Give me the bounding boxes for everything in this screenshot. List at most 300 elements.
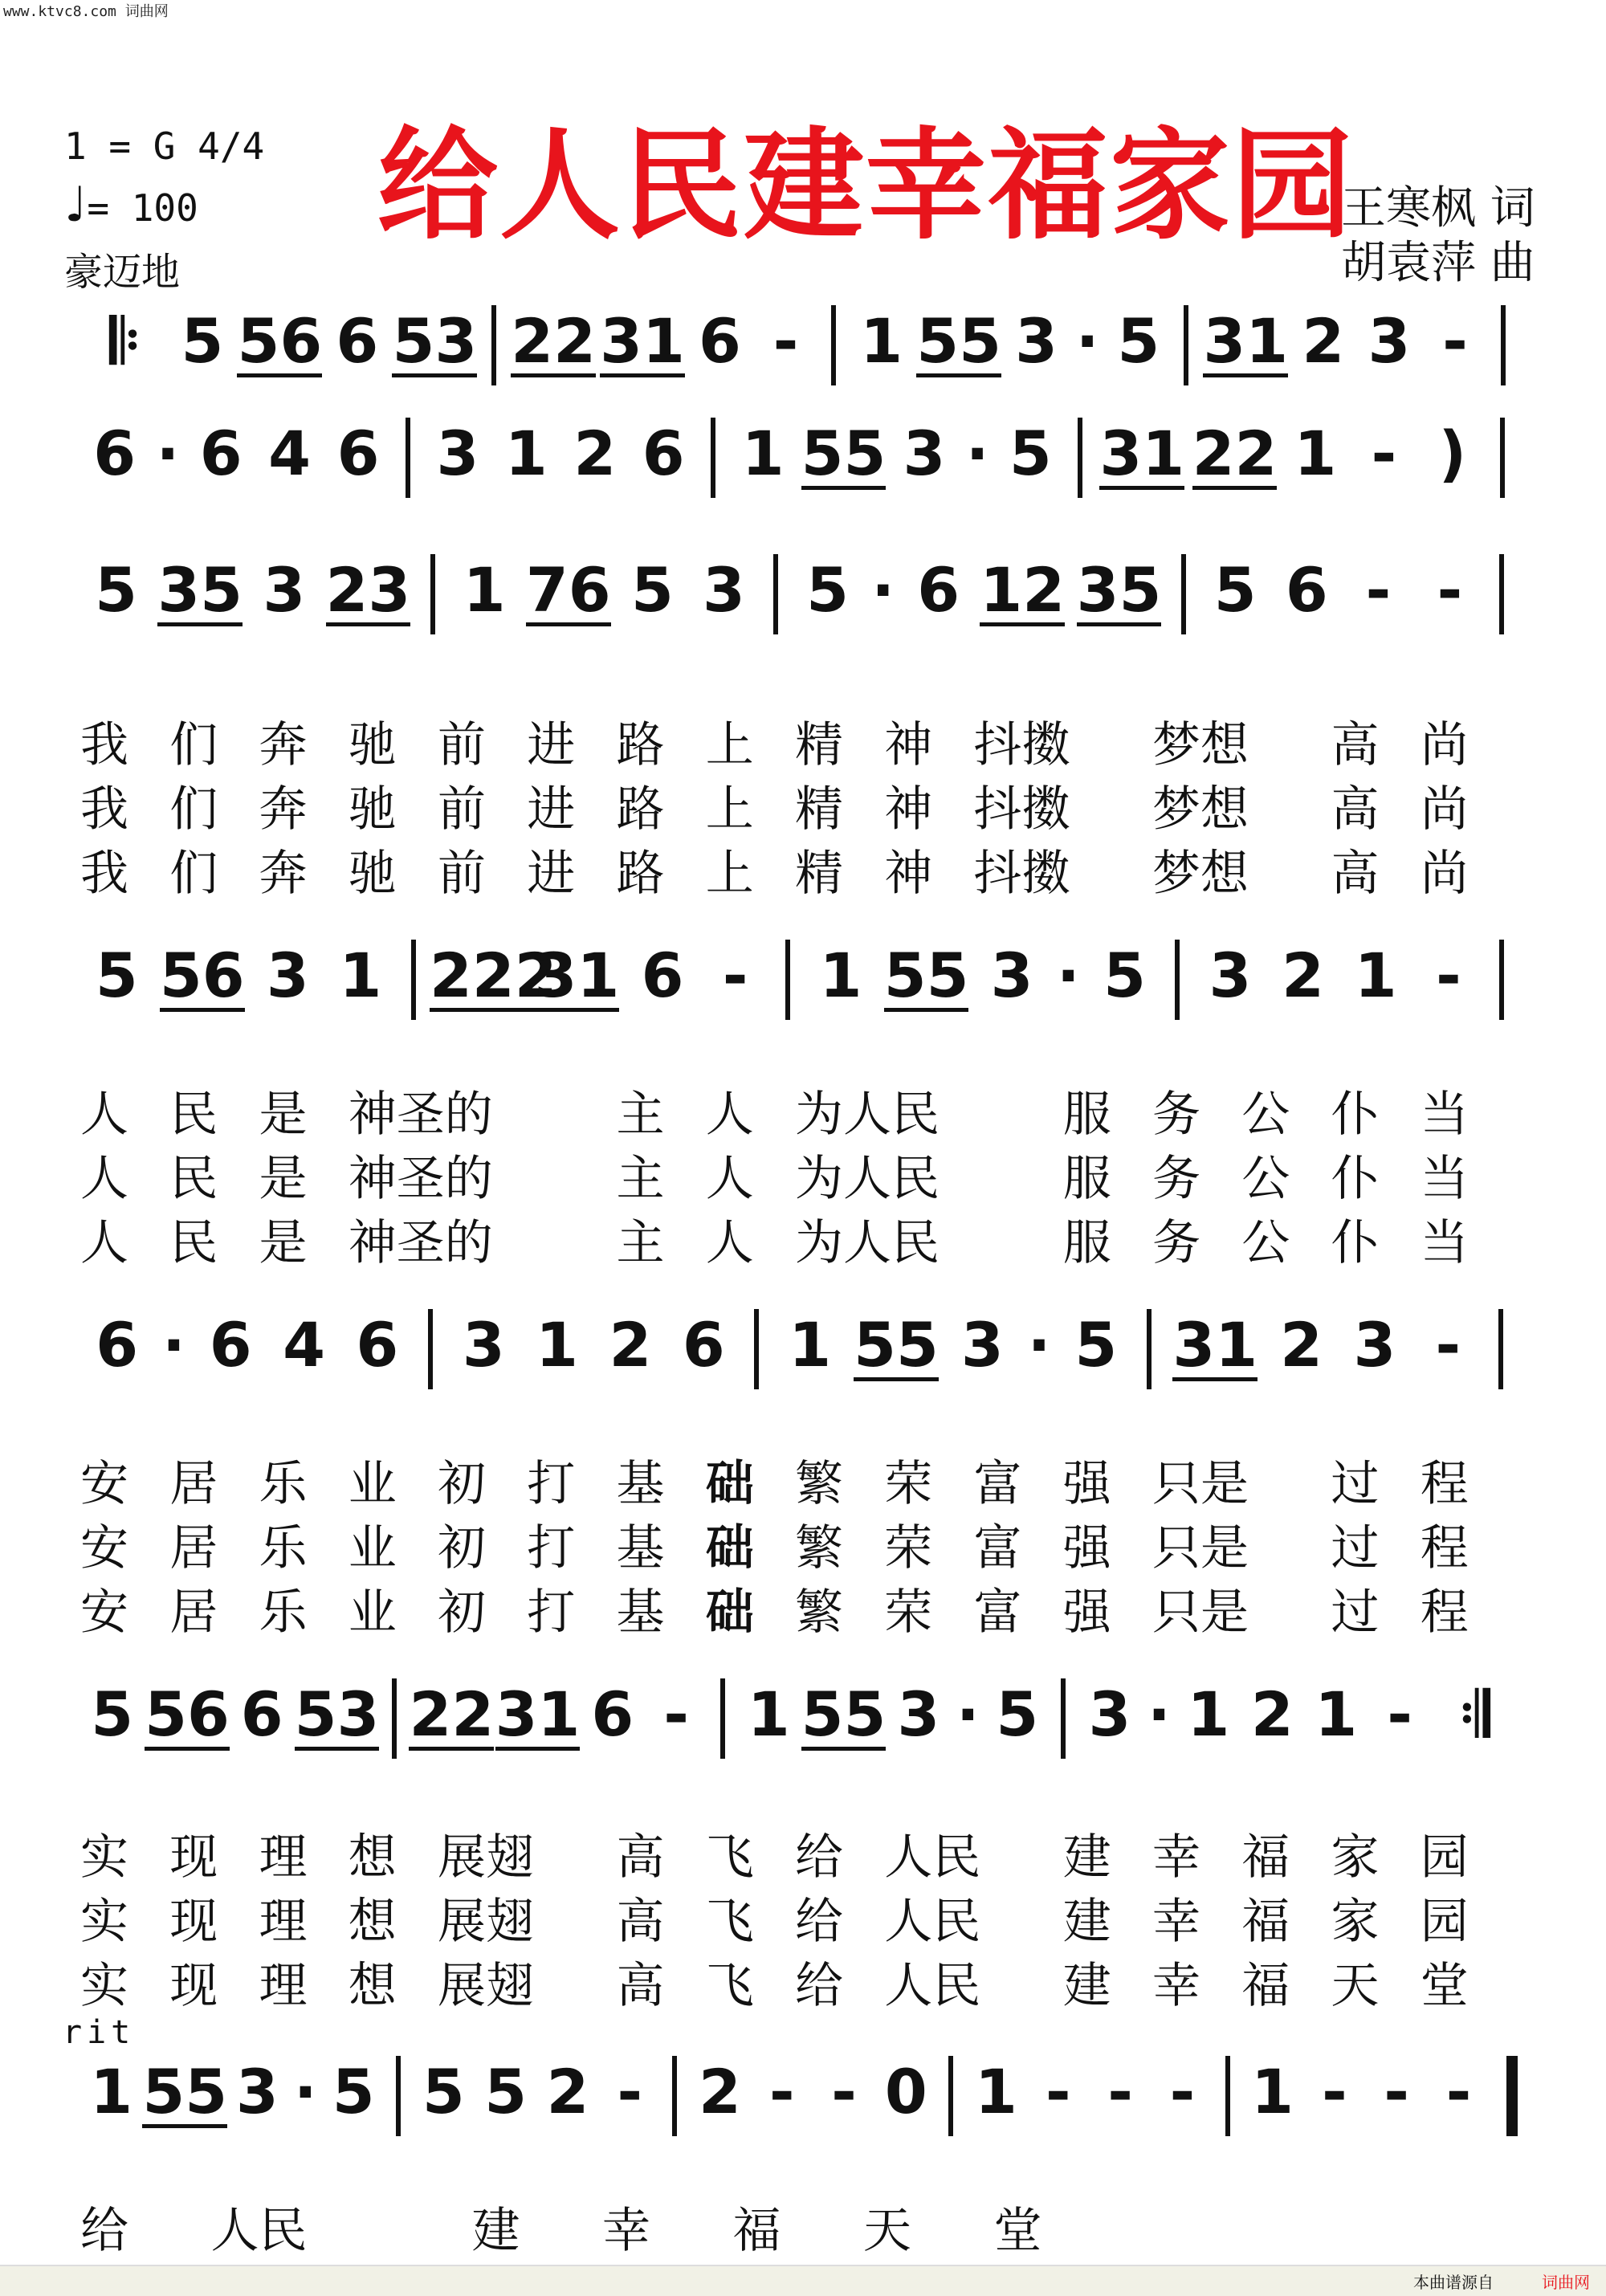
note-text: 5 [1074, 1309, 1118, 1380]
barline [672, 2056, 677, 2136]
lyric-syllable: 展翅 [438, 1894, 534, 1950]
lyric-syllable: 幸 [1152, 1958, 1200, 2014]
lyric-syllable: 幸 [1152, 1829, 1200, 1886]
lyric-syllable: 梦想 [1152, 781, 1249, 838]
lyric-syllable: 富 [973, 1456, 1022, 1512]
lyric-syllable: 我 [80, 717, 128, 773]
note-token [1428, 2056, 1490, 2136]
note-token [753, 305, 819, 385]
note-token [324, 940, 397, 1020]
lyric-syllable: 仆 [1331, 1151, 1380, 1207]
note-text: 𝄆 [109, 305, 140, 377]
note-token [80, 418, 149, 498]
lyric-syllable: 主 [616, 1151, 665, 1207]
lyric-syllable: 建 [1062, 1829, 1111, 1886]
note-token [1096, 418, 1188, 498]
note-token [951, 1678, 986, 1759]
note-token [617, 554, 688, 634]
lyric-syllable: 只是 [1152, 1456, 1249, 1512]
note-token [1414, 554, 1486, 634]
note-token [976, 940, 1049, 1020]
note-token [1201, 305, 1290, 385]
lyric-syllable: 是 [259, 1087, 308, 1143]
note-token [1241, 2056, 1303, 2136]
lyric-syllable: 们 [169, 846, 218, 902]
note-text: 6 [93, 418, 137, 489]
note-text: 3 [436, 418, 479, 489]
lyric-syllable: 只是 [1152, 1584, 1249, 1641]
lyric-syllable: 进 [527, 781, 576, 838]
lyric-syllable: 服 [1062, 1151, 1111, 1207]
lyric-syllable: 只是 [1152, 1520, 1249, 1576]
note-token [1194, 940, 1267, 1020]
lyric-syllable: 基 [616, 1584, 665, 1641]
note-token [699, 940, 772, 1020]
lyric-syllable: 程 [1420, 1584, 1469, 1641]
lyric-syllable: 人 [80, 1087, 128, 1143]
note-token [1188, 418, 1281, 498]
lyric-syllable: 务 [1152, 1087, 1200, 1143]
note-token [887, 1678, 950, 1759]
lyric-syllable: 给 [80, 2203, 128, 2259]
note-text: 4 [268, 418, 312, 489]
note-token [805, 940, 878, 1020]
note-token [801, 1678, 887, 1759]
note-text: 6 [641, 940, 684, 1011]
note-text: - [1107, 2056, 1133, 2127]
note-token [1432, 1678, 1518, 1759]
lyric-syllable: 精 [795, 781, 843, 838]
note-text: 5 [1009, 418, 1052, 489]
note-text: 𝄇 [1459, 1678, 1490, 1750]
lyric-syllable: 给 [795, 1958, 843, 2014]
lyric-syllable: 幸 [602, 2203, 650, 2259]
note-token [1176, 1678, 1240, 1759]
note-token [390, 305, 479, 385]
note-text: 5 [996, 1678, 1039, 1750]
note-token [1422, 305, 1488, 385]
note-text: 1 [860, 305, 903, 377]
lyric-syllable: 理 [259, 1894, 308, 1950]
lyric-syllable: 基 [616, 1456, 665, 1512]
note-text: ) [1438, 418, 1467, 489]
note-text: · [1056, 940, 1080, 1011]
site-header: www.ktvc8.com 词曲网 [3, 3, 169, 20]
lyric-syllable: 强 [1062, 1520, 1111, 1576]
note-text: 3 [263, 554, 306, 626]
song-title: 给人民建幸福家园 [377, 116, 1355, 256]
note-text: - [831, 2056, 857, 2127]
note-token [1304, 1678, 1368, 1759]
lyric-syllable: 现 [169, 1829, 218, 1886]
tempo-value: = 100 [87, 186, 198, 230]
lyric-syllable: 抖擞 [973, 846, 1070, 902]
lyric-syllable: 想 [348, 1958, 397, 2014]
lyric-syllable: 天 [1331, 1958, 1380, 2014]
lyric-syllable: 飞 [705, 1894, 754, 1950]
note-token [520, 554, 617, 634]
lyric-syllable: 过 [1331, 1520, 1380, 1576]
note-text: 55 [883, 940, 969, 1011]
note-text: 6 [699, 305, 741, 377]
lyric-syllable: 飞 [705, 1829, 754, 1886]
lyric-syllable: 为人民 [795, 1151, 940, 1207]
lyric-syllable: 高 [1331, 846, 1380, 902]
note-text: 1 [90, 2056, 133, 2127]
note-text: 6 [209, 1309, 252, 1380]
note-text: 56 [145, 1678, 230, 1750]
lyric-syllable: 务 [1152, 1215, 1200, 1271]
lyric-syllable: 现 [169, 1958, 218, 2014]
note-token [509, 305, 598, 385]
lyric-syllable: 业 [348, 1584, 397, 1641]
note-token [80, 940, 153, 1020]
lyric-syllable: 初 [438, 1520, 486, 1576]
lyric-syllable: 居 [169, 1456, 218, 1512]
lyric-syllable: 荣 [884, 1584, 933, 1641]
note-text: - [663, 1678, 689, 1750]
lyric-syllable: 梦想 [1152, 846, 1249, 902]
note-token [1078, 1678, 1141, 1759]
note-token [1265, 1309, 1338, 1389]
note-token [1281, 418, 1349, 498]
note-token [997, 418, 1065, 498]
note-text: 1 [747, 1678, 790, 1750]
note-token [1350, 418, 1418, 498]
lyric-syllable: 想 [348, 1894, 397, 1950]
lyric-syllable: 实 [80, 1894, 128, 1950]
lyric-syllable: 民 [169, 1215, 218, 1271]
lyric-syllable: 公 [1241, 1151, 1290, 1207]
note-token [946, 1309, 1019, 1389]
note-text: 6 [642, 418, 685, 489]
note-token [226, 2056, 288, 2136]
note-token [813, 2056, 874, 2136]
note-token [447, 1309, 520, 1389]
lyric-syllable: 主 [616, 1087, 665, 1143]
lyric-syllable: 前 [438, 846, 486, 902]
note-token [1412, 940, 1486, 1020]
lyric-syllable: 荣 [884, 1456, 933, 1512]
lyric-syllable: 尚 [1420, 717, 1469, 773]
note-token [80, 305, 169, 385]
note-text: 5 [630, 554, 674, 626]
note-token [1418, 418, 1486, 498]
note-text: 2 [1282, 940, 1325, 1011]
note-token [1339, 940, 1412, 1020]
note-token [1343, 554, 1414, 634]
lyric-syllable: 精 [795, 846, 843, 902]
note-text: 6 [682, 1309, 725, 1380]
lyric-syllable: 公 [1241, 1215, 1290, 1271]
lyric-syllable: 强 [1062, 1584, 1111, 1641]
note-token [248, 554, 320, 634]
note-text: 5 [1213, 554, 1257, 626]
note-token [875, 2056, 937, 2136]
barline [1500, 418, 1505, 498]
rit-marking: rit [63, 2014, 136, 2051]
note-text: - [1371, 418, 1397, 489]
note-token [667, 1309, 740, 1389]
note-text: - [1436, 940, 1461, 1011]
note-token [849, 305, 915, 385]
note-text: · [1027, 1309, 1051, 1380]
lyric-syllable: 繁 [795, 1584, 843, 1641]
note-text: - [1442, 305, 1468, 377]
lyric-syllable: 务 [1152, 1151, 1200, 1207]
barline [428, 1309, 433, 1389]
lyric-syllable: 神圣的 [348, 1087, 493, 1143]
lyric-syllable: 抖擞 [973, 781, 1070, 838]
note-text: 3 [1015, 305, 1058, 377]
note-text: 53 [392, 305, 478, 377]
lyric-syllable: 强 [1062, 1456, 1111, 1512]
lyric-syllable: 进 [527, 846, 576, 902]
note-token [294, 1678, 380, 1759]
expression-mark: 豪迈地 [64, 250, 181, 295]
lyric-syllable: 服 [1062, 1087, 1111, 1143]
lyric-syllable: 神圣的 [348, 1151, 493, 1207]
note-text: - [1435, 1309, 1461, 1380]
lyric-syllable: 乐 [259, 1520, 308, 1576]
lyric-syllable: 程 [1420, 1520, 1469, 1576]
note-token [599, 2056, 661, 2136]
note-token [409, 1678, 495, 1759]
lyric-syllable: 人民 [884, 1894, 981, 1950]
note-token [863, 554, 903, 634]
lyric-syllable: 园 [1420, 1894, 1469, 1950]
lyric-syllable: 路 [616, 717, 665, 773]
note-token [149, 418, 186, 498]
note-token [475, 2056, 536, 2136]
note-text: 2 [546, 2056, 589, 2127]
note-text: - [1169, 2056, 1196, 2127]
lyric-syllable: 实 [80, 1958, 128, 2014]
lyric-syllable: 高 [616, 1829, 665, 1886]
lyric-syllable: 上 [705, 846, 754, 902]
lyric-syllable: 上 [705, 717, 754, 773]
note-token [324, 418, 392, 498]
lyric-syllable: 抖擞 [973, 717, 1070, 773]
note-token [413, 2056, 475, 2136]
note-token [235, 305, 324, 385]
note-text: 55 [801, 1678, 887, 1750]
note-text: - [1445, 2056, 1472, 2127]
note-token [80, 1678, 144, 1759]
note-token [186, 418, 255, 498]
note-text: - [1046, 2056, 1071, 2127]
note-token [797, 418, 890, 498]
note-text: - [722, 940, 748, 1011]
lyric-syllable: 过 [1331, 1456, 1380, 1512]
note-token [630, 418, 698, 498]
lyric-syllable: 福 [1241, 1894, 1290, 1950]
key-meter: 1 = G 4/4 [64, 124, 265, 168]
note-token [687, 305, 752, 385]
note-token [230, 1678, 294, 1759]
note-text: 5 [1103, 940, 1147, 1011]
lyric-syllable: 公 [1241, 1087, 1290, 1143]
note-text: 3 [703, 554, 745, 626]
note-text: 5 [95, 940, 138, 1011]
barline [1499, 940, 1504, 1020]
footer-bar [0, 2265, 1606, 2296]
note-token [495, 1678, 581, 1759]
lyric-syllable: 程 [1420, 1456, 1469, 1512]
lyric-syllable: 当 [1420, 1151, 1469, 1207]
lyric-syllable: 驰 [348, 781, 397, 838]
note-text: 31 [1203, 305, 1289, 377]
note-text: 56 [237, 305, 323, 377]
barline [1502, 2056, 1518, 2136]
note-text: 3 [235, 2056, 279, 2127]
note-text: 6 [591, 1678, 634, 1750]
note-text: 3 [897, 1678, 940, 1750]
barline [411, 940, 416, 1020]
note-text: 31 [600, 305, 685, 377]
note-token [1070, 305, 1106, 385]
note-token [1368, 1678, 1431, 1759]
note-text: 2 [609, 1309, 652, 1380]
note-token [974, 554, 1070, 634]
barline [754, 1309, 759, 1389]
note-text: 3 [990, 940, 1033, 1011]
note-text: 222 [430, 940, 557, 1011]
barline [831, 305, 836, 385]
note-token [153, 940, 251, 1020]
note-token [560, 418, 629, 498]
note-token [323, 2056, 385, 2136]
note-token [1303, 2056, 1365, 2136]
note-text: 2 [1250, 1678, 1294, 1750]
note-text: 55 [142, 2056, 228, 2127]
note-token [169, 305, 235, 385]
lyric-syllable: 业 [348, 1520, 397, 1576]
lyric-syllable: 居 [169, 1520, 218, 1576]
lyric-syllable: 人民 [884, 1958, 981, 2014]
lyric-syllable: 仆 [1331, 1087, 1380, 1143]
note-text: · [965, 418, 989, 489]
lyric-syllable: 打 [527, 1584, 576, 1641]
note-token [1271, 554, 1343, 634]
barline [711, 418, 715, 498]
lyric-syllable: 现 [169, 1894, 218, 1950]
lyric-syllable: 乐 [259, 1456, 308, 1512]
note-token [194, 1309, 267, 1389]
note-text: 6 [199, 418, 243, 489]
lyric-syllable: 驰 [348, 846, 397, 902]
lyric-syllable: 神圣的 [348, 1215, 493, 1271]
lyric-syllable: 梦想 [1152, 717, 1249, 773]
note-token [492, 418, 560, 498]
note-text: 0 [884, 2056, 927, 2127]
note-text: 3 [903, 418, 946, 489]
lyric-syllable: 理 [259, 1829, 308, 1886]
quarter-note-icon: ♩ [64, 177, 88, 233]
note-text: 12 [980, 554, 1066, 626]
note-token [255, 418, 324, 498]
barline [1501, 305, 1506, 385]
lyric-syllable: 安 [80, 1520, 128, 1576]
lyric-syllable: 服 [1062, 1215, 1111, 1271]
note-token [142, 2056, 226, 2136]
note-text: 76 [525, 554, 611, 626]
note-token [1019, 1309, 1059, 1389]
note-token [153, 1309, 194, 1389]
note-text: 3 [1088, 1678, 1131, 1750]
note-text: - [768, 2056, 795, 2127]
note-text: 1 [504, 418, 548, 489]
lyric-syllable: 精 [795, 717, 843, 773]
note-token [1004, 305, 1070, 385]
lyric-syllable: 上 [705, 781, 754, 838]
note-text: · [1147, 1678, 1171, 1750]
note-token [959, 418, 997, 498]
note-text: - [1437, 554, 1463, 626]
note-text: 2 [1302, 305, 1345, 377]
lyric-syllable: 建 [1062, 1894, 1111, 1950]
note-text: 4 [283, 1309, 325, 1380]
lyric-syllable: 神 [884, 846, 933, 902]
note-text: 1 [1187, 1678, 1230, 1750]
note-token [598, 305, 687, 385]
note-text: 5 [95, 554, 137, 626]
lyric-syllable: 前 [438, 717, 486, 773]
note-token [320, 554, 416, 634]
note-token [80, 1309, 153, 1389]
note-text: 6 [96, 1309, 139, 1380]
note-token [520, 1309, 593, 1389]
lyric-syllable: 富 [973, 1584, 1022, 1641]
note-text: · [161, 1309, 185, 1380]
lyric-syllable: 仆 [1331, 1215, 1380, 1271]
note-text: 6 [917, 554, 960, 626]
barline [1498, 1309, 1503, 1389]
note-token [80, 2056, 142, 2136]
lyric-syllable: 堂 [1420, 1958, 1469, 2014]
lyric-syllable: 尚 [1420, 846, 1469, 902]
barline [1147, 1309, 1152, 1389]
note-text: 31 [1172, 1309, 1258, 1380]
lyric-syllable: 初 [438, 1584, 486, 1641]
note-text: 5 [91, 1678, 134, 1750]
lyric-syllable: 安 [80, 1456, 128, 1512]
lyric-syllable: 我 [80, 846, 128, 902]
barline [406, 418, 410, 498]
lyric-syllable: 是 [259, 1215, 308, 1271]
note-token [751, 2056, 813, 2136]
tempo-marking [64, 177, 198, 233]
note-text: · [1075, 305, 1099, 377]
note-token [728, 418, 797, 498]
barline [1078, 418, 1082, 498]
note-token [626, 940, 699, 1020]
lyric-syllable: 路 [616, 846, 665, 902]
barline [1499, 554, 1504, 634]
note-token [1106, 305, 1172, 385]
lyric-syllable: 前 [438, 781, 486, 838]
barline [720, 1678, 725, 1759]
barline [430, 554, 435, 634]
note-token [528, 940, 626, 1020]
lyric-syllable: 们 [169, 717, 218, 773]
note-token [737, 1678, 801, 1759]
lyric-syllable: 家 [1331, 1894, 1380, 1950]
lyric-syllable: 福 [732, 2203, 781, 2259]
note-text: 1 [789, 1309, 832, 1380]
note-token [890, 418, 958, 498]
lyric-syllable: 为人民 [795, 1215, 940, 1271]
